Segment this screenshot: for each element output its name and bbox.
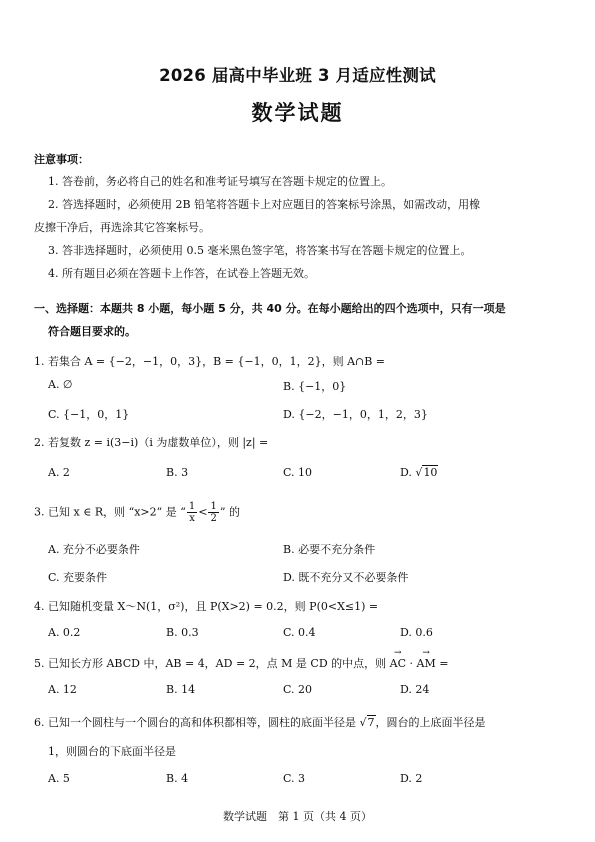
question-4-option-c: C. 0.4 xyxy=(283,626,316,639)
sqrt-sign: √ xyxy=(415,466,423,479)
question-5-option-a: A. 12 xyxy=(48,683,77,696)
fraction-denominator: 2 xyxy=(210,513,217,524)
question-6-option-c: C. 3 xyxy=(283,772,306,785)
question-3-option-d: D. 既不充分又不必要条件 xyxy=(283,571,409,584)
question-3-stem xyxy=(34,501,240,524)
question-5-stem xyxy=(34,655,448,671)
fraction-denominator: x xyxy=(189,513,195,524)
question-1-option-b: B. {−1，0} xyxy=(283,380,347,393)
sqrt-sign: √ xyxy=(359,716,367,729)
sqrt-radicand: 7 xyxy=(367,716,375,729)
question-1-stem: 1. 若集合 A = {−2，−1，0，3}，B = {−1，0，1，2}，则 A∩B = xyxy=(34,355,386,368)
question-1-option-a: A. ∅ xyxy=(48,378,73,391)
question-6-option-a: A. 5 xyxy=(48,772,70,785)
question-6-stem xyxy=(34,714,486,730)
question-3-stem-suffix: ” 的 xyxy=(219,505,240,519)
question-6-option-b: B. 4 xyxy=(166,772,189,785)
subject-title: 数学试题 xyxy=(251,101,344,125)
question-6-option-d: D. 2 xyxy=(400,772,423,785)
question-2-option-c: C. 10 xyxy=(283,466,313,479)
question-5-stem-prefix: 5. 已知长方形 ABCD 中，AB = 4，AD = 2，点 M 是 CD 的中点，则 xyxy=(34,657,390,670)
fraction-numerator: 1 xyxy=(210,501,217,512)
question-4-option-b: B. 0.3 xyxy=(166,626,199,639)
question-1-option-d: D. {−2，−1，0，1，2，3} xyxy=(283,408,428,421)
question-1-option-c: C. {−1，0，1} xyxy=(48,408,130,421)
fraction-numerator: 1 xyxy=(188,501,196,512)
question-5-option-b: B. 14 xyxy=(166,683,196,696)
notice-heading: 注意事项： xyxy=(34,153,89,166)
fraction-one-over-x xyxy=(187,501,197,524)
notice-item-4: 4. 所有题目必须在答题卡上作答，在试卷上答题无效。 xyxy=(48,267,315,280)
question-6-stem-suffix: ，圆台的上底面半径是 xyxy=(375,716,486,729)
question-5-option-c: C. 20 xyxy=(283,683,313,696)
question-2-option-b: B. 3 xyxy=(166,466,189,479)
question-4-option-a: A. 0.2 xyxy=(48,626,81,639)
question-6-stem-line2: 1，则圆台的下底面半径是 xyxy=(48,745,176,758)
question-2-option-d xyxy=(400,466,438,479)
notice-item-2-cont: 皮擦干净后，再选涂其它答案标号。 xyxy=(34,221,210,234)
question-2-option-d-label: D. xyxy=(400,466,416,479)
question-3-stem-prefix: 3. 已知 x ∈ R，则 “x>2” 是 “ xyxy=(34,505,186,519)
fraction-one-over-two xyxy=(208,501,218,524)
vector-am: → AM xyxy=(417,657,436,670)
vector-ac: → AC xyxy=(390,657,406,670)
notice-item-2: 2. 答选择题时，必须使用 2B 铅笔将答题卡上对应题目的答案标号涂黑，如需改动，用橡 xyxy=(48,198,481,211)
section-heading-cont: 符合题目要求的。 xyxy=(48,325,136,338)
question-5-option-d: D. 24 xyxy=(400,683,430,696)
notice-item-3: 3. 答非选择题时，必须使用 0.5 毫米黑色签字笔，将答案书写在答题卡规定的位置上。 xyxy=(48,244,472,257)
question-4-stem: 4. 已知随机变量 X～N(1，σ²)，且 P(X>2) = 0.2，则 P(0<X≤1) = xyxy=(34,600,379,613)
question-2-stem: 2. 若复数 z = i(3−i)（i 为虚数单位），则 |z| = xyxy=(34,436,269,449)
exam-title: 2026 届高中毕业班 3 月适应性测试 xyxy=(159,66,436,85)
less-than-sign: < xyxy=(198,505,208,519)
question-4-option-d: D. 0.6 xyxy=(400,626,433,639)
dot-product-sign: · xyxy=(406,657,417,670)
question-2-option-a: A. 2 xyxy=(48,466,70,479)
question-3-option-a: A. 充分不必要条件 xyxy=(48,543,140,556)
sqrt-radicand: 10 xyxy=(423,466,438,479)
notice-item-1: 1. 答卷前，务必将自己的姓名和准考证号填写在答题卡规定的位置上。 xyxy=(48,175,392,188)
page-footer: 数学试题 第 1 页（共 4 页） xyxy=(223,810,372,823)
question-5-stem-suffix: = xyxy=(435,657,449,670)
section-heading: 一、选择题：本题共 8 小题，每小题 5 分，共 40 分。在每小题给出的四个选项中，只有一项是 xyxy=(34,302,506,315)
question-3-option-b: B. 必要不充分条件 xyxy=(283,543,376,556)
question-6-stem-prefix: 6. 已知一个圆柱与一个圆台的高和体积都相等，圆柱的底面半径是 xyxy=(34,716,360,729)
question-3-option-c: C. 充要条件 xyxy=(48,571,108,584)
